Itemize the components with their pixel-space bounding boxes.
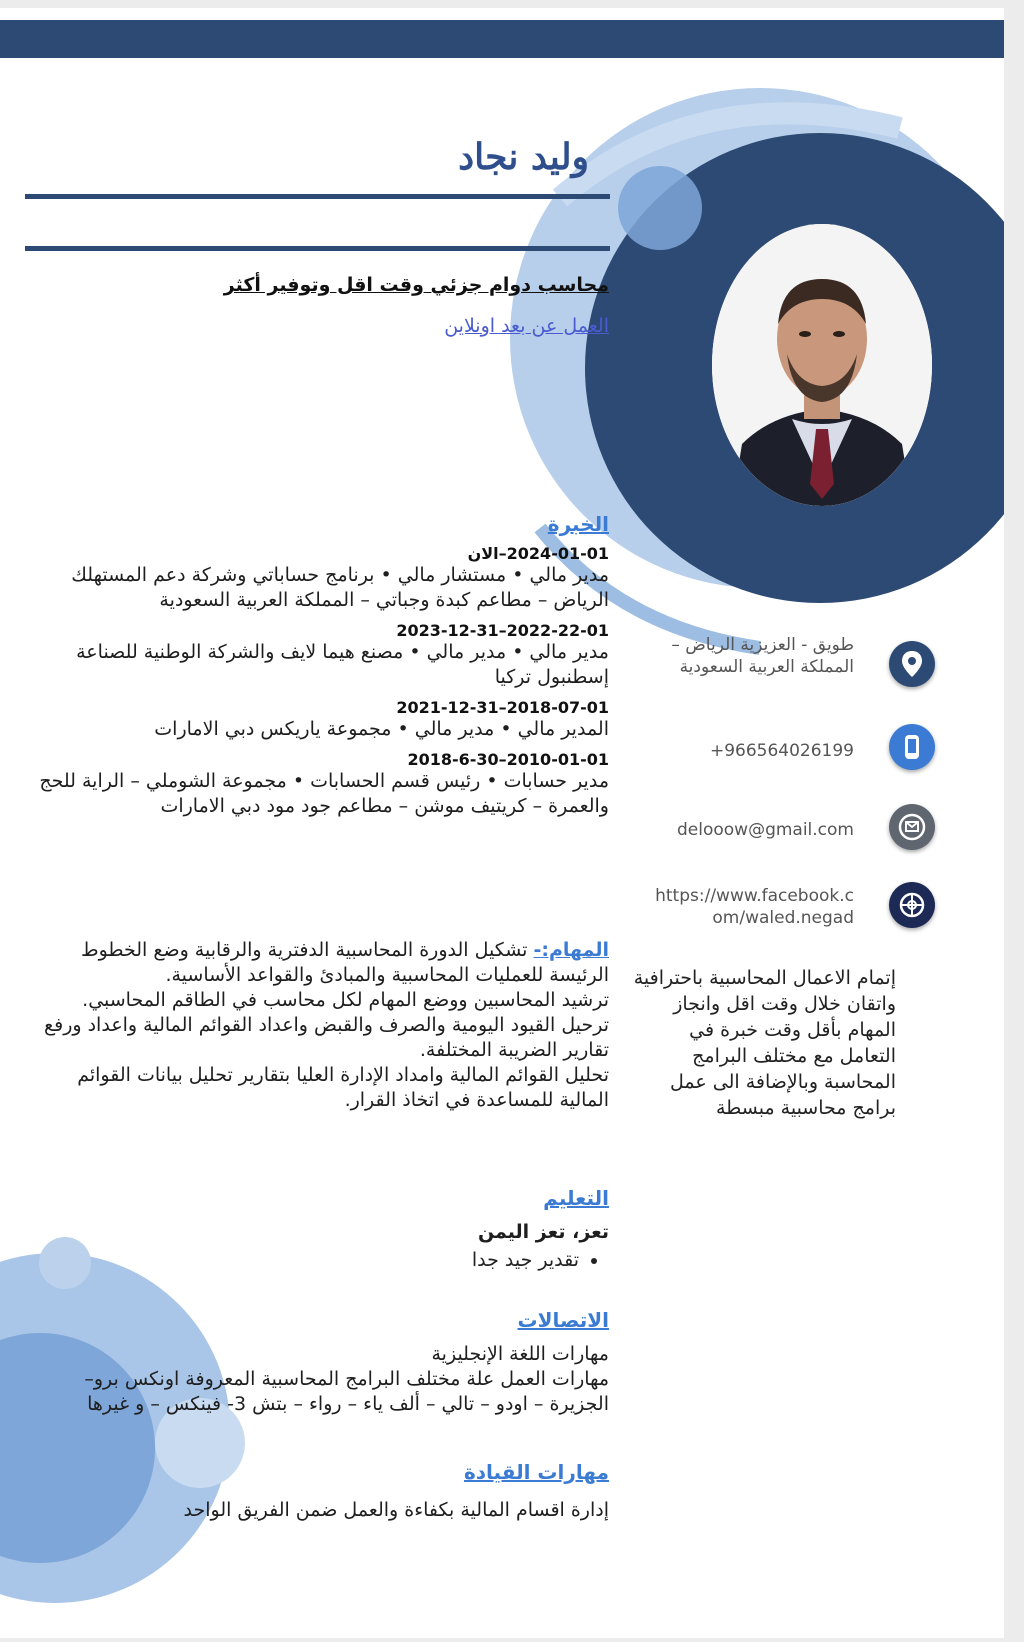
communication-line: مهارات اللغة الإنجليزية <box>431 1343 609 1365</box>
remote-work-link[interactable]: العمل عن بعد اونلاين <box>444 315 609 337</box>
experience-title: الخبرة <box>547 512 609 536</box>
tasks-line-text: تشكيل الدورة المحاسبية الدفترية والرقابية وضع الخطوط الرئيسة للعمليات المحاسبية والمبادئ والقواعد الأساسية. <box>81 939 609 986</box>
experience-section <box>19 512 609 819</box>
website-text[interactable]: https://www.facebook.com/waled.negad <box>655 886 854 928</box>
name-divider-bottom <box>25 246 610 251</box>
experience-desc: مدير حسابات • رئيس قسم الحسابات • مجموعة الشوملي – الراية للحج والعمرة – كريتيف موشن – مطاعم جود مود دبي الامارات <box>39 770 609 817</box>
experience-desc: مدير مالي • مستشار مالي • برنامج حساباتي وشركة دعم المستهلك الرياض – مطاعم كبدة وجباتي – المملكة العربية السعودية <box>71 564 609 611</box>
education-title: التعليم <box>543 1186 609 1210</box>
experience-desc: مدير مالي • مدير مالي • مصنع هيما لايف والشركة الوطنية للصناعة إسطنبول تركيا <box>76 641 609 688</box>
small-circle <box>618 166 702 250</box>
communication-line: مهارات العمل علة مختلف البرامج المحاسبية المعروفة اونكس برو– الجزيرة – اودو – تالي – ألف ياء – رواء – بتش 3- فينكس – و غيرها <box>84 1368 609 1415</box>
experience-entry <box>19 621 609 690</box>
resume-page <box>0 8 1004 1638</box>
email-text[interactable]: delooow@gmail.com <box>676 820 854 840</box>
profile-photo <box>712 224 932 506</box>
email-icon <box>889 804 935 850</box>
address-text: طويق - العزيزية الرياض – المملكة العربية السعودية <box>671 635 854 677</box>
experience-date: 2022-22-01–2023-12-31 <box>396 621 609 640</box>
education-grade: • تقدير جيد جدا <box>19 1249 579 1271</box>
tasks-label: المهام:- <box>533 939 609 961</box>
tasks-section <box>24 938 609 1113</box>
tasks-line: ترشيد المحاسبين ووضع المهام لكل محاسب في الطاقم المحاسبي. <box>82 989 609 1011</box>
communication-section <box>24 1308 609 1417</box>
communication-title: الاتصالات <box>517 1308 609 1332</box>
experience-entry <box>19 544 609 613</box>
experience-entry <box>19 698 609 742</box>
name-divider-top <box>25 194 610 199</box>
tasks-line: ترحيل القيود اليومية والصرف والقبض واعداد القوائم المالية واعداد ورفع تقارير الضريبة المختلفة. <box>44 1014 609 1061</box>
phone-icon <box>889 724 935 770</box>
phone-text[interactable]: +966564026199 <box>709 741 854 761</box>
leadership-section <box>19 1460 609 1523</box>
education-section <box>19 1186 609 1271</box>
tasks-line <box>24 938 609 988</box>
experience-date: 2010-01-01–2018-6-30 <box>407 750 609 769</box>
leadership-text: إدارة اقسام المالية بكفاءة والعمل ضمن الفريق الواحد <box>183 1499 609 1521</box>
location-icon <box>889 641 935 687</box>
headline: محاسب دوام جزئي وقت اقل وتوفير أكثر <box>223 274 609 296</box>
experience-date: 2018-07-01–2021-12-31 <box>396 698 609 717</box>
experience-date: 2024-01-01–الان <box>467 544 609 563</box>
leadership-title: مهارات القيادة <box>463 1460 609 1484</box>
experience-desc: المدير مالي • مدير مالي • مجموعة ياريكس دبي الامارات <box>154 718 609 740</box>
education-school: تعز، تعز اليمن <box>477 1221 609 1243</box>
education-list <box>19 1249 609 1271</box>
profile-summary: إتمام الاعمال المحاسبية باحترافية واتقان خلال وقت اقل وانجاز المهام بأقل وقت خبرة في التعامل مع مختلف البرامج المحاسبة وبالإضافة الى عمل برامج محاسبية مبسطة <box>633 967 896 1119</box>
candidate-name: وليد نجاد <box>458 136 589 178</box>
website-icon <box>889 882 935 928</box>
experience-entry <box>19 750 609 819</box>
tasks-line: تحليل القوائم المالية وامداد الإدارة العليا بتقارير تحليل بيانات القوائم المالية للمساعدة في اتخاذ القرار. <box>77 1064 609 1111</box>
